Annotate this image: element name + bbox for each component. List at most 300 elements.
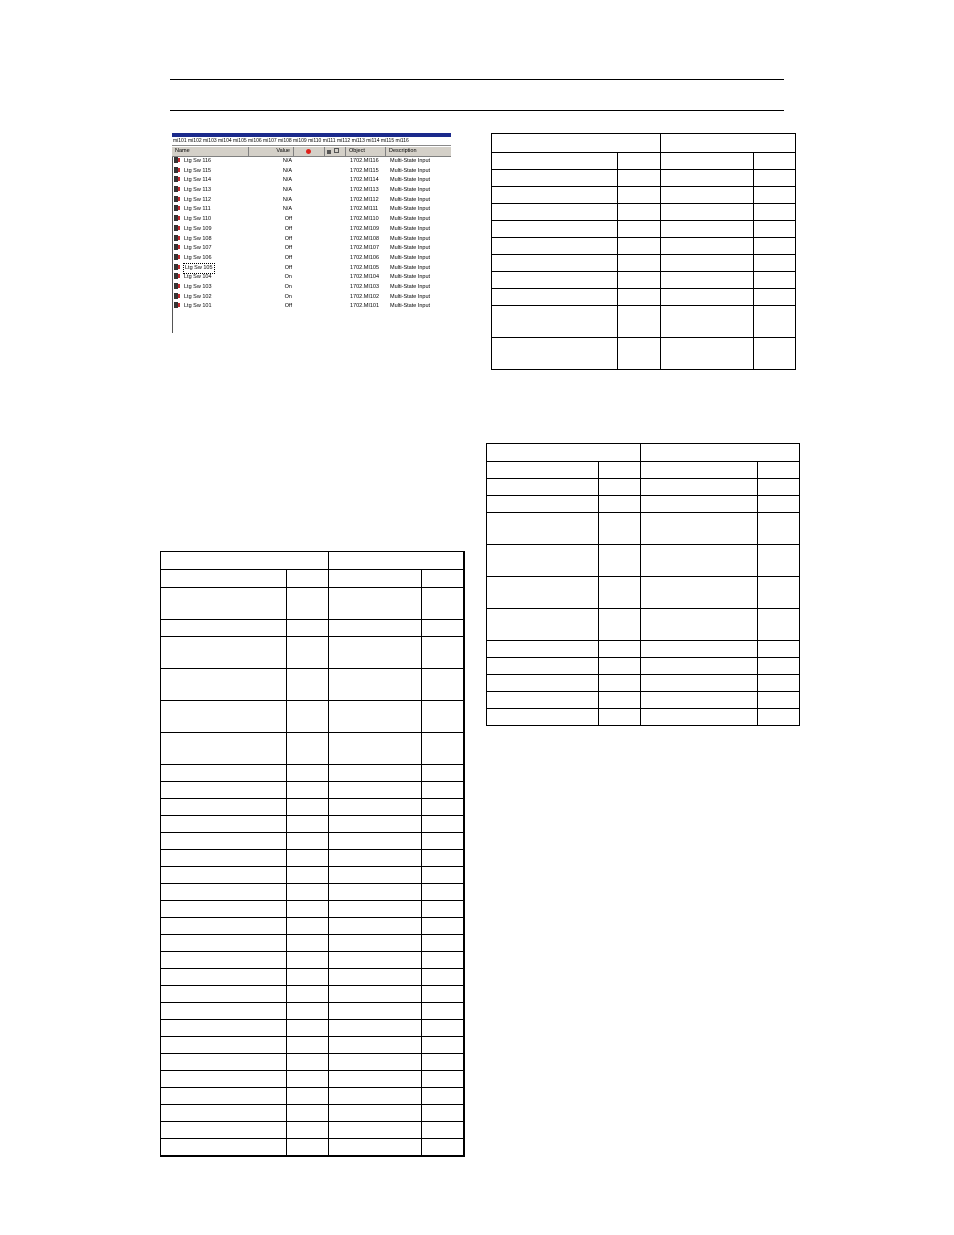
table-row [161,733,464,765]
table-cell [287,701,329,733]
table-cell [754,289,796,306]
table-cell [422,1003,464,1020]
object-row[interactable] [174,302,451,312]
table-cell [618,272,661,289]
object-value: On [284,283,292,290]
table-row [161,1037,464,1054]
table-cell [287,1071,329,1088]
object-row[interactable] [174,254,451,264]
table-cell [641,496,758,513]
table-row [492,221,796,238]
table-cell [487,496,599,513]
object-name: Ltg Sw 111 [184,206,211,213]
multistate-input-icon [174,264,180,270]
table-cell [758,577,800,609]
table-cell [161,867,287,884]
table-cell [287,816,329,833]
table-row [487,513,800,545]
object-value: N/A [282,158,292,164]
table-cell [422,620,464,637]
table-cell [754,272,796,289]
object-description: Multi-State Input [390,206,431,213]
table-cell [422,765,464,782]
object-name: Ltg Sw 115 [184,167,212,174]
header-cell [329,552,464,570]
object-value: Off [284,254,292,261]
header-cell [661,134,796,153]
table-cell [641,479,758,496]
column-header-status[interactable] [325,147,346,156]
table-bottom-left [160,551,465,1157]
multistate-input-icon [174,157,180,163]
object-row[interactable] [174,264,451,274]
table-cell [599,479,641,496]
object-tab-strip[interactable]: mi101 mi102 mi103 mi104 mi105 mi106 mi107 mi108 mi109 mi110 mi111 mi112 mi113 mi114 mi115 mi116 [172,137,451,146]
object-row[interactable] [174,235,451,245]
table-cell [422,733,464,765]
table-row [492,255,796,272]
table-cell [287,935,329,952]
object-description: Multi-State Input [390,293,431,300]
table-cell [161,833,287,850]
table-row [161,1003,464,1020]
table-cell [287,1122,329,1139]
object-row[interactable] [174,205,451,215]
table-cell [329,570,422,588]
table-row [161,765,464,782]
object-id: 1702.MI101 [350,303,380,310]
object-description: Multi-State Input [390,245,431,252]
table-row [487,609,800,641]
table-cell [161,969,287,986]
object-description: Multi-State Input [390,235,431,242]
table-cell [641,658,758,675]
table-cell [287,1003,329,1020]
table-cell [161,884,287,901]
object-id: 1702.MI104 [350,274,380,281]
object-list [174,157,451,312]
table-cell [287,918,329,935]
table-cell [758,658,800,675]
table-cell [758,641,800,658]
table-row [492,338,796,370]
table-cell [161,1122,287,1139]
multistate-input-icon [174,205,180,211]
table-row [161,952,464,969]
table-cell [329,1037,422,1054]
object-value: Off [284,303,292,310]
table-cell [287,733,329,765]
object-id: 1702.MI105 [350,264,380,271]
table-cell [618,338,661,370]
table-cell [758,692,800,709]
table-row [487,545,800,577]
object-row[interactable] [174,186,451,196]
column-header-value[interactable]: Value [249,147,294,156]
column-header-name[interactable]: Name [172,147,249,156]
table-row [161,637,464,669]
table-cell [661,338,754,370]
table-cell [329,901,422,918]
table-row [492,153,796,170]
object-name: Ltg Sw 102 [184,293,212,300]
table-cell [492,272,618,289]
object-row[interactable] [174,196,451,206]
table-cell [758,462,800,479]
table-cell [161,1003,287,1020]
table-cell [661,255,754,272]
table-cell [641,709,758,726]
object-description: Multi-State Input [390,303,431,310]
table-row [161,884,464,901]
table-cell [161,799,287,816]
table-cell [287,620,329,637]
object-row[interactable] [174,273,451,283]
multistate-input-icon [174,186,180,192]
table-cell [161,570,287,588]
table-cell [754,221,796,238]
table-cell [492,338,618,370]
table-cell [492,204,618,221]
object-id: 1702.MI106 [350,254,380,261]
object-id: 1702.MI107 [350,245,380,252]
table-cell [599,658,641,675]
table-cell [329,588,422,620]
table-cell [329,867,422,884]
table-row [161,986,464,1003]
object-row[interactable] [174,293,451,303]
column-header-alarm[interactable] [294,147,325,156]
object-row[interactable] [174,283,451,293]
object-description: Multi-State Input [390,274,431,281]
table-cell [287,1054,329,1071]
table-cell [661,221,754,238]
table-row [161,552,464,570]
table-row [161,850,464,867]
table-cell [161,935,287,952]
table-cell [618,170,661,187]
table-cell [487,675,599,692]
table-cell [287,969,329,986]
table-cell [661,238,754,255]
multistate-input-icon [174,244,180,250]
table-cell [329,701,422,733]
object-row[interactable] [174,157,451,167]
table-cell [758,675,800,692]
object-value: N/A [282,177,292,184]
object-name: Ltg Sw 105 [184,264,214,274]
object-value: Off [284,245,292,252]
table-row [487,444,800,462]
lock-icon [327,150,331,154]
table-cell [661,289,754,306]
table-cell [329,733,422,765]
table-cell [329,1105,422,1122]
table-cell [329,1088,422,1105]
table-cell [329,986,422,1003]
table-row [487,692,800,709]
table-cell [422,1122,464,1139]
table-cell [661,187,754,204]
table-cell [161,1139,287,1156]
table-cell [487,692,599,709]
object-row[interactable] [174,244,451,254]
table-cell [161,901,287,918]
column-header-object[interactable]: Object [346,147,386,156]
table-cell [487,577,599,609]
object-description: Multi-State Input [390,167,431,174]
table-cell [422,570,464,588]
object-description: Multi-State Input [390,177,431,184]
table-cell [599,692,641,709]
table-cell [161,816,287,833]
table-row [492,272,796,289]
table-cell [641,462,758,479]
table-cell [287,765,329,782]
table-cell [287,952,329,969]
table-cell [618,289,661,306]
table-cell [422,1037,464,1054]
table-cell [422,782,464,799]
table-cell [287,1020,329,1037]
header-rule-top [170,79,784,80]
table-cell [422,588,464,620]
table-cell [754,338,796,370]
table-cell [599,496,641,513]
table-cell [329,884,422,901]
table-cell [487,513,599,545]
multistate-input-icon [174,167,180,173]
table-cell [422,1139,464,1156]
table-row [161,867,464,884]
table-row [492,170,796,187]
table-cell [618,221,661,238]
table-cell [287,669,329,701]
table-cell [422,969,464,986]
table-cell [492,170,618,187]
table-cell [329,816,422,833]
object-name: Ltg Sw 104 [184,274,212,281]
object-id: 1702.MI114 [350,177,379,184]
table-cell [422,637,464,669]
table-cell [422,952,464,969]
table-cell [422,816,464,833]
object-name: Ltg Sw 101 [184,303,212,310]
table-row [161,1139,464,1156]
table-cell [422,901,464,918]
object-name: Ltg Sw 106 [184,254,212,261]
table-cell [329,1139,422,1156]
multistate-input-icon [174,293,180,299]
table-row [492,306,796,338]
table-row [487,496,800,513]
object-row[interactable] [174,215,451,225]
object-description: Multi-State Input [390,283,431,290]
table-row [161,1088,464,1105]
table-cell [487,641,599,658]
object-id: 1702.MI116 [350,158,379,164]
object-description: Multi-State Input [390,216,431,223]
table-cell [329,969,422,986]
table-cell [422,669,464,701]
table-cell [287,1139,329,1156]
table-cell [287,867,329,884]
table-cell [754,187,796,204]
multistate-input-icon [174,235,180,241]
table-cell [287,986,329,1003]
table-row [492,289,796,306]
table-cell [492,153,618,170]
table-cell [422,850,464,867]
object-id: 1702.MI102 [350,293,380,300]
table-cell [641,641,758,658]
table-cell [329,637,422,669]
column-header-description[interactable]: Description [389,148,417,154]
table-cell [758,545,800,577]
table-cell [329,669,422,701]
table-cell [492,255,618,272]
table-cell [599,545,641,577]
header-cell [641,444,800,462]
table-cell [754,170,796,187]
table-cell [641,513,758,545]
table-cell [287,637,329,669]
table-cell [487,609,599,641]
table-cell [161,1071,287,1088]
table-cell [287,901,329,918]
table-cell [754,153,796,170]
object-value: N/A [282,187,292,194]
table-cell [422,1020,464,1037]
object-row[interactable] [174,225,451,235]
table-cell [661,170,754,187]
table-row [487,641,800,658]
table-cell [329,935,422,952]
table-cell [661,153,754,170]
table-cell [422,701,464,733]
table-cell [329,1122,422,1139]
header-cell [161,552,329,570]
table-cell [618,306,661,338]
object-name: Ltg Sw 103 [184,283,212,290]
object-value: Off [284,235,292,242]
table-cell [599,462,641,479]
table-cell [599,709,641,726]
object-name: Ltg Sw 109 [184,225,212,232]
table-row [161,799,464,816]
table-cell [329,833,422,850]
table-cell [422,935,464,952]
object-row[interactable] [174,167,451,177]
table-cell [599,609,641,641]
object-description: Multi-State Input [390,187,431,194]
table-cell [329,1071,422,1088]
object-name: Ltg Sw 116 [184,158,212,164]
table-cell [422,1071,464,1088]
table-cell [287,588,329,620]
table-cell [754,255,796,272]
table-cell [329,1003,422,1020]
table-row [161,588,464,620]
table-cell [641,577,758,609]
object-value: Off [284,264,292,271]
table-cell [618,187,661,204]
table-cell [161,782,287,799]
list-left-border [172,157,173,333]
object-name: Ltg Sw 112 [184,196,212,203]
table-cell [492,221,618,238]
table-row [487,709,800,726]
object-description: Multi-State Input [390,254,431,261]
table-row [161,1105,464,1122]
table-cell [329,782,422,799]
object-value: Off [284,225,292,232]
table-row [161,1054,464,1071]
table-cell [329,1054,422,1071]
table-row [161,816,464,833]
table-cell [287,799,329,816]
table-row [161,935,464,952]
table-row [161,969,464,986]
table-row [487,577,800,609]
table-cell [329,952,422,969]
object-list-screenshot [172,133,451,333]
table-cell [641,692,758,709]
table-row [161,701,464,733]
table-cell [754,204,796,221]
table-cell [422,799,464,816]
table-cell [161,765,287,782]
table-row [161,833,464,850]
table-cell [161,637,287,669]
object-id: 1702.MI109 [350,225,380,232]
object-id: 1702.MI115 [350,167,379,174]
multistate-input-icon [174,215,180,221]
table-cell [287,1088,329,1105]
table-cell [754,306,796,338]
table-cell [161,850,287,867]
table-row [161,669,464,701]
column-header-row [172,147,451,157]
multistate-input-icon [174,273,180,279]
multistate-input-icon [174,302,180,308]
table-cell [618,255,661,272]
table-cell [161,620,287,637]
table-row [161,570,464,588]
table-cell [422,1105,464,1122]
object-row[interactable] [174,176,451,186]
table-row [487,479,800,496]
table-cell [161,1054,287,1071]
table-cell [422,1054,464,1071]
object-description: Multi-State Input [390,264,431,271]
object-value: N/A [282,196,292,203]
table-row [161,782,464,799]
table-cell [329,765,422,782]
table-cell [329,799,422,816]
header-cell [487,444,641,462]
alarm-icon [306,149,311,154]
multistate-input-icon [174,176,180,182]
table-cell [287,833,329,850]
table-cell [287,782,329,799]
object-value: Off [284,216,292,223]
table-top-right [491,133,796,370]
multistate-input-icon [174,225,180,231]
object-name: Ltg Sw 110 [184,216,212,223]
table-cell [487,709,599,726]
table-cell [329,620,422,637]
